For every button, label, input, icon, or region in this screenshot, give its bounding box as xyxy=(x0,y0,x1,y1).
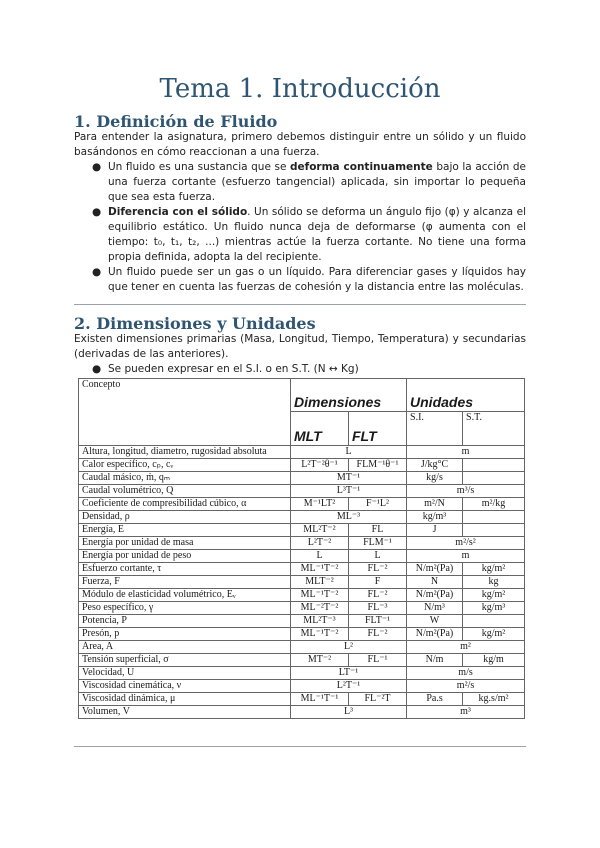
cell-flt: L xyxy=(349,550,407,563)
cell-concepto: Energía por unidad de peso xyxy=(79,550,291,563)
cell-si: N/m²(Pa) xyxy=(407,589,463,602)
cell-flt: F⁻¹L² xyxy=(349,498,407,511)
page-bottom-divider xyxy=(74,746,526,747)
cell-mlt: ML²T⁻³ xyxy=(291,615,349,628)
cell-mlt: L²T⁻²θ⁻¹ xyxy=(291,459,349,472)
cell-st xyxy=(463,511,525,524)
table-row xyxy=(79,563,525,576)
section-divider xyxy=(74,304,526,305)
cell-flt: F xyxy=(349,576,407,589)
cell-flt: FL⁻² xyxy=(349,628,407,641)
cell-st xyxy=(463,615,525,628)
cell-concepto: Área, A xyxy=(79,641,291,654)
cell-dimension: LT⁻¹ xyxy=(291,667,407,680)
column-header-st: S.T. xyxy=(463,412,525,446)
cell-si: J/kg°C xyxy=(407,459,463,472)
cell-dimension: ML⁻³ xyxy=(291,511,407,524)
cell-mlt: L xyxy=(291,550,349,563)
cell-flt: FL xyxy=(349,524,407,537)
cell-concepto: Coeficiente de compresibilidad cúbico, α xyxy=(79,498,291,511)
cell-concepto: Caudal volumétrico, Q xyxy=(79,485,291,498)
cell-unidad: m xyxy=(407,550,525,563)
table-row xyxy=(79,680,525,693)
table-row xyxy=(79,706,525,719)
section-heading-dimensiones: 2. Dimensiones y Unidades xyxy=(74,314,316,333)
section2-intro: Existen dimensiones primarias (Masa, Longitud, Tiempo, Temperatura) y secundarias (derivadas de las anteriores). xyxy=(74,333,526,360)
cell-concepto: Velocidad, U xyxy=(79,667,291,680)
table-row xyxy=(79,498,525,511)
section2-bullet-list xyxy=(92,362,526,377)
cell-concepto: Densidad, ρ xyxy=(79,511,291,524)
cell-concepto: Volumen, V xyxy=(79,706,291,719)
bullet-icon: ● xyxy=(92,266,102,278)
cell-mlt: ML⁻¹T⁻² xyxy=(291,563,349,576)
column-header-dimensiones: Dimensiones xyxy=(291,379,407,412)
table-row xyxy=(79,589,525,602)
cell-flt: FL⁻² xyxy=(349,589,407,602)
cell-concepto: Fuerza, F xyxy=(79,576,291,589)
cell-st: kg/m xyxy=(463,654,525,667)
table-row xyxy=(79,485,525,498)
column-header-unidades: Unidades xyxy=(407,379,525,412)
column-header-mlt: MLT xyxy=(291,412,349,446)
cell-concepto: Energía, E xyxy=(79,524,291,537)
cell-si: N/m²(Pa) xyxy=(407,628,463,641)
cell-flt: FL⁻³ xyxy=(349,602,407,615)
column-header-concepto: Concepto xyxy=(79,379,291,446)
table-row xyxy=(79,615,525,628)
cell-unidad: m²/s xyxy=(407,680,525,693)
cell-concepto: Peso específico, γ xyxy=(79,602,291,615)
cell-concepto: Energía por unidad de masa xyxy=(79,537,291,550)
cell-si: Pa.s xyxy=(407,693,463,706)
list-item: ● Un fluido es una sustancia que se deforma continuamente bajo la acción de una fuerza cortante (esfuerzo tangencial) aplicada, sin importar lo pequeña que sea esta fuerza. xyxy=(92,161,526,203)
page-title: Tema 1. Introducción xyxy=(159,74,441,104)
cell-flt: FLM⁻¹ xyxy=(349,537,407,550)
cell-si: N xyxy=(407,576,463,589)
cell-dimension: L³ xyxy=(291,706,407,719)
cell-si: J xyxy=(407,524,463,537)
dimensions-units-table xyxy=(78,378,525,719)
cell-si: m²/N xyxy=(407,498,463,511)
table-row xyxy=(79,511,525,524)
table-row xyxy=(79,654,525,667)
cell-st xyxy=(463,459,525,472)
cell-si: N/m²(Pa) xyxy=(407,563,463,576)
cell-unidad: m³/s xyxy=(407,485,525,498)
cell-mlt: ML⁻²T⁻² xyxy=(291,602,349,615)
list-item: ● Se pueden expresar en el S.I. o en S.T. (N ↔ Kg) xyxy=(92,363,359,375)
table-row xyxy=(79,459,525,472)
cell-mlt: MT⁻² xyxy=(291,654,349,667)
cell-unidad: m xyxy=(407,446,525,459)
section1-intro: Para entender la asignatura, primero debemos distinguir entre un sólido y un fluido basándonos en cómo reaccionan a una fuerza. xyxy=(74,131,526,158)
cell-st: kg xyxy=(463,576,525,589)
section1-bullet-list xyxy=(92,160,526,295)
table-row xyxy=(79,537,525,550)
table-header-row xyxy=(79,379,525,412)
cell-unidad: m²/s² xyxy=(407,537,525,550)
bullet-icon: ● xyxy=(92,363,102,375)
table-row xyxy=(79,628,525,641)
list-item: ● Un fluido puede ser un gas o un líquido. Para diferenciar gases y líquidos hay que tener en cuenta las fuerzas de cohesión y la distancia entre las moléculas. xyxy=(92,266,526,293)
cell-mlt: ML⁻¹T⁻² xyxy=(291,589,349,602)
cell-mlt: MLT⁻² xyxy=(291,576,349,589)
section-heading-definicion: 1. Definición de Fluido xyxy=(74,112,278,131)
cell-concepto: Presón, p xyxy=(79,628,291,641)
list-item: ● Diferencia con el sólido. Un sólido se deforma un ángulo fijo (φ) y alcanza el equilibrio estático. Un fluido nunca deja de deformarse (φ aumenta con el tiempo: t₀, t₁, t₂, ...) mientras actúe la fuerza cortante. No tiene una forma propia definida, adopta la del recipiente. xyxy=(92,206,526,263)
cell-mlt: ML⁻¹T⁻² xyxy=(291,628,349,641)
cell-concepto: Viscosidad cinemática, ν xyxy=(79,680,291,693)
bullet-icon: ● xyxy=(92,161,102,173)
cell-unidad: m/s xyxy=(407,667,525,680)
cell-st xyxy=(463,472,525,485)
cell-st: kg.s/m² xyxy=(463,693,525,706)
cell-concepto: Calor específico, cₚ, cᵥ xyxy=(79,459,291,472)
cell-concepto: Caudal másico, ṁ, qₘ xyxy=(79,472,291,485)
cell-dimension: L³T⁻¹ xyxy=(291,485,407,498)
cell-st: kg/m² xyxy=(463,628,525,641)
cell-unidad: m² xyxy=(407,641,525,654)
cell-flt: FL⁻¹ xyxy=(349,654,407,667)
cell-flt: FLM⁻¹θ⁻¹ xyxy=(349,459,407,472)
table-row xyxy=(79,667,525,680)
cell-concepto: Esfuerzo cortante, τ xyxy=(79,563,291,576)
cell-flt: FLT⁻¹ xyxy=(349,615,407,628)
cell-concepto: Altura, longitud, diametro, rugosidad absoluta xyxy=(79,446,291,459)
cell-si: N/m xyxy=(407,654,463,667)
cell-si: kg/s xyxy=(407,472,463,485)
cell-st: kg/m² xyxy=(463,589,525,602)
cell-si: kg/m³ xyxy=(407,511,463,524)
cell-si: W xyxy=(407,615,463,628)
cell-mlt: ML⁻¹T⁻¹ xyxy=(291,693,349,706)
cell-concepto: Módulo de elasticidad volumétrico, Eᵥ xyxy=(79,589,291,602)
column-header-flt: FLT xyxy=(349,412,407,446)
cell-si: N/m³ xyxy=(407,602,463,615)
cell-unidad: m³ xyxy=(407,706,525,719)
cell-dimension: L xyxy=(291,446,407,459)
cell-mlt: M⁻¹LT² xyxy=(291,498,349,511)
table-row xyxy=(79,446,525,459)
cell-flt: FL⁻² xyxy=(349,563,407,576)
cell-dimension: L²T⁻¹ xyxy=(291,680,407,693)
cell-st: m²/kg xyxy=(463,498,525,511)
table-row xyxy=(79,576,525,589)
bullet-icon: ● xyxy=(92,206,102,218)
cell-dimension: MT⁻¹ xyxy=(291,472,407,485)
table-row xyxy=(79,550,525,563)
cell-dimension: L² xyxy=(291,641,407,654)
cell-flt: FL⁻²T xyxy=(349,693,407,706)
table-row xyxy=(79,693,525,706)
cell-concepto: Tensión superficial, σ xyxy=(79,654,291,667)
cell-concepto: Potencia, P xyxy=(79,615,291,628)
table-row xyxy=(79,524,525,537)
cell-concepto: Viscosidad dinámica, μ xyxy=(79,693,291,706)
cell-mlt: ML²T⁻² xyxy=(291,524,349,537)
table-row xyxy=(79,641,525,654)
cell-st: kg/m³ xyxy=(463,602,525,615)
cell-mlt: L²T⁻² xyxy=(291,537,349,550)
column-header-si: S.I. xyxy=(407,412,463,446)
table-row xyxy=(79,472,525,485)
table-row xyxy=(79,602,525,615)
cell-st xyxy=(463,524,525,537)
cell-st: kg/m² xyxy=(463,563,525,576)
